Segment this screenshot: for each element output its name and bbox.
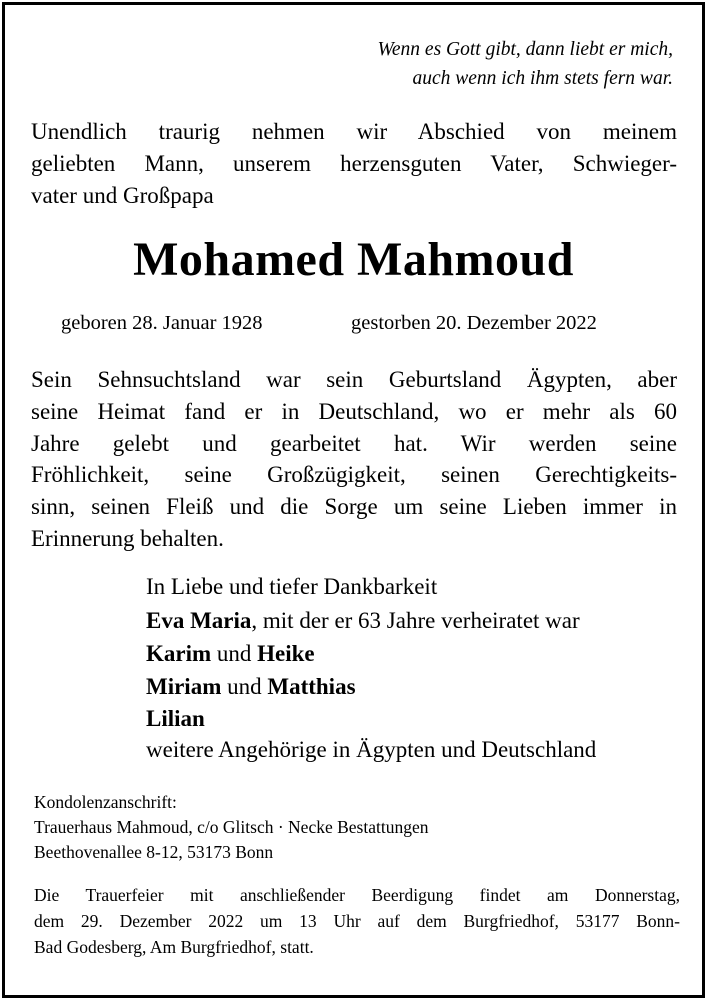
epigraph-line-2: auch wenn ich ihm stets fern war.	[412, 68, 673, 89]
funeral-line-1: Die Trauerfeier mit anschließender Beerdigung findet am Donnerstag,	[34, 885, 680, 905]
wife-name: Eva Maria	[146, 608, 252, 633]
tribute-line-6: Erinnerung behalten.	[31, 526, 224, 551]
death-date: gestorben 20. Dezember 2022	[351, 312, 597, 334]
partner-1-name: Heike	[257, 641, 315, 666]
tribute-line-3: Jahre gelebt und gearbeitet hat. Wir werden seine	[31, 431, 677, 456]
family-wife	[146, 608, 580, 634]
family-child-3	[146, 706, 205, 732]
tribute-line-5: sinn, seinen Fleiß und die Sorge um seine Lieben immer in	[31, 494, 677, 519]
condolence-line-1: Trauerhaus Mahmoud, c/o Glitsch · Necke Bestattungen	[34, 817, 429, 837]
child-1-name: Karim	[146, 641, 212, 666]
deceased-name: Mohamed Mahmoud	[133, 233, 574, 286]
epigraph-line-1: Wenn es Gott gibt, dann liebt er mich,	[377, 39, 673, 60]
child-2-name: Miriam	[146, 674, 222, 699]
condolence-label: Kondolenzanschrift:	[34, 792, 177, 812]
intro-line-3: vater und Großpapa	[31, 183, 214, 208]
tribute-line-2: seine Heimat fand er in Deutschland, wo er mehr als 60	[31, 399, 677, 424]
tribute-line-4: Fröhlichkeit, seine Großzügigkeit, seinen Gerechtigkeits-	[31, 462, 677, 487]
condolence-line-2: Beethovenallee 8-12, 53173 Bonn	[34, 842, 274, 862]
family-child-2: Miriam und Matthias	[146, 674, 356, 699]
intro-line-1: Unendlich traurig nehmen wir Abschied von meinem	[31, 119, 677, 144]
family-opening: In Liebe und tiefer Dankbarkeit	[146, 574, 438, 599]
wife-note: , mit der er 63 Jahre verheiratet war	[251, 608, 580, 633]
family-child-1: Karim und Heike	[146, 641, 315, 666]
family-relatives: weitere Angehörige in Ägypten und Deutschland	[146, 737, 597, 762]
intro-line-2: geliebten Mann, unserem herzensguten Vater, Schwieger-	[31, 151, 677, 176]
birth-date: geboren 28. Januar 1928	[61, 312, 263, 334]
partner-2-name: Matthias	[267, 674, 356, 699]
child-3-name: Lilian	[146, 706, 205, 731]
funeral-line-2: dem 29. Dezember 2022 um 13 Uhr auf dem Burgfriedhof, 53177 Bonn-	[34, 911, 680, 931]
tribute-line-1: Sein Sehnsuchtsland war sein Geburtsland Ägypten, aber	[31, 367, 677, 392]
funeral-line-3: Bad Godesberg, Am Burgfriedhof, statt.	[34, 937, 314, 957]
